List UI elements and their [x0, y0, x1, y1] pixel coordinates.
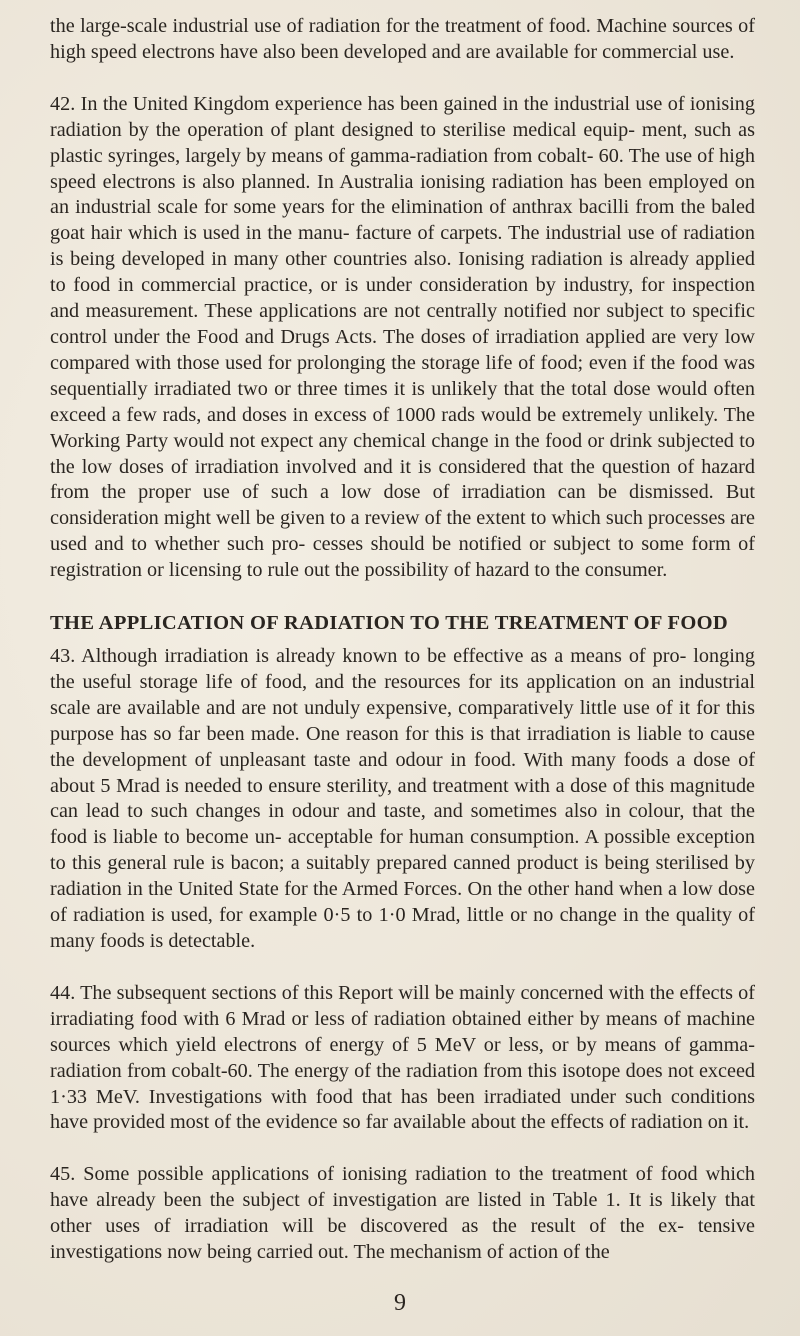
section-heading: THE APPLICATION OF RADIATION TO THE TREATMENT OF FOOD — [50, 612, 729, 635]
paragraph-gap — [50, 636, 755, 644]
text-column — [50, 14, 755, 1266]
paragraph-gap — [50, 1136, 755, 1162]
paragraph-41-continuation: the large-scale industrial use of radiation for the treatment of food. Machine sources of high speed electrons have also been developed and are available for commercial use. — [50, 15, 755, 63]
paragraph-gap — [50, 66, 755, 92]
paragraph-43: 43. Although irradiation is already known to be effective as a means of pro- longing the useful storage life of food, and the resources for its application on an industrial scale are available and are not unduly expensive, comparatively little use of it for this purpose has so far been made. One reason for this is that irradiation is liable to cause the development of unpleasant taste and odour in food. With many foods a dose of about 5 Mrad is needed to ensure sterility, and treatment with a dose of this magnitude can lead to such changes in odour and taste, and sometimes also in colour, that the food is liable to become un- acceptable for human consumption. A possible exception to this general rule is bacon; a suitably prepared canned product is being sterilised by radiation in the United State for the Armed Forces. On the other hand when a low dose of radiation is used, for example 0·5 to 1·0 Mrad, little or no change in the quality of many foods is detectable. — [50, 645, 755, 952]
paragraph-45: 45. Some possible applications of ionising radiation to the treatment of food which have already been the subject of investigation are listed in Table 1. It is likely that other uses of irradiation will be discovered as the result of the ex- tensive investigations now being carried out. The mechanism of action of the — [50, 1163, 755, 1264]
paragraph-gap — [50, 955, 755, 981]
paragraph-42: 42. In the United Kingdom experience has been gained in the industrial use of ionising radiation by the operation of plant designed to sterilise medical equip- ment, such as plastic syringes, largely by means of gamma-radiation from cobalt- 60. The use of high speed electrons is also planned. In Australia ionising radiation has been employed on an industrial scale for some years for the elimination of anthrax bacilli from the baled goat hair which is used in the manu- facture of carpets. The industrial use of radiation is being developed in many other countries also. Ionising radiation is already applied to food in commercial practice, or is under consideration by industry, for inspection and measurement. These applications are not centrally notified nor subject to specific control under the Food and Drugs Acts. The doses of irradiation applied are very low compared with those used for prolonging the storage life of food; even if the food was sequentially irradiated two or three times it is unlikely that the total dose would often exceed a few rads, and doses in excess of 1000 rads would be extremely unlikely. The Working Party would not expect any chemical change in the food or drink subjected to the low doses of irradiation involved and it is considered that the question of hazard from the proper use of such a low dose of irradiation can be dismissed. But consideration might well be given to a review of the extent to which such processes are used and to whether such pro- cesses should be notified or subject to some form of registration or licensing to rule out the possibility of hazard to the consumer. — [50, 92, 755, 582]
paragraph-44: 44. The subsequent sections of this Report will be mainly concerned with the effects of irradiating food with 6 Mrad or less of radiation obtained either by means of machine sources which yield electrons of energy of 5 MeV or less, or by means of gamma-radiation from cobalt-60. The energy of the radiation from this isotope does not exceed 1·33 MeV. Investigations with food that has been irradiated under such conditions have provided most of the evidence so far available about the effects of radiation on it. — [50, 981, 755, 1134]
page-number: 9 — [394, 1290, 406, 1316]
paragraph-gap — [50, 584, 755, 610]
